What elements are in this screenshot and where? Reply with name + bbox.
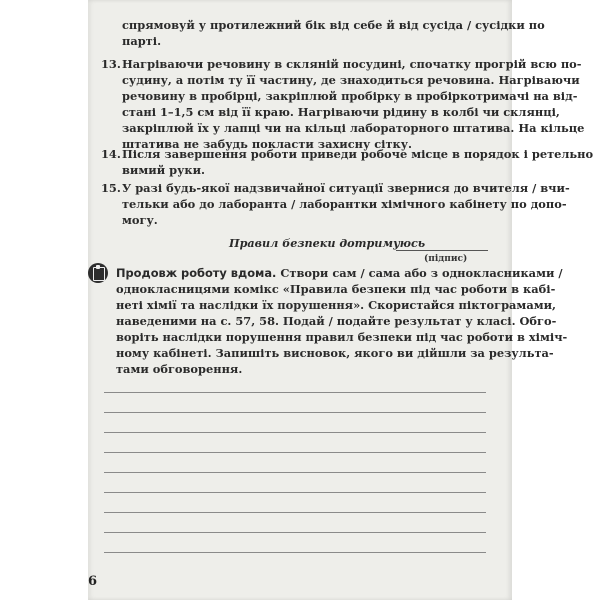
signature-caption: (підпис) [424, 254, 468, 264]
item-13-line-6: штатива не забудь покласти захисну сітку. [122, 137, 413, 151]
homework-line-4: наведеними на с. 57, 58. Подай / подайте результат у класі. Обго- [116, 314, 557, 328]
item-15-line-3: могу. [122, 213, 158, 227]
item-13-line-1: Нагріваючи речовину в скляній посудині, спочатку прогрій всю по- [122, 57, 582, 71]
homework-title: Продовж роботу вдома. [116, 266, 277, 280]
homework-line-5: воріть наслідки порушення правил безпеки під час роботи в хіміч- [116, 330, 568, 344]
item-15-number: 15. [101, 181, 121, 195]
item-14-number: 14. [101, 147, 121, 161]
writing-line [104, 532, 486, 533]
signature-label: Правил безпеки дотримуюсь [229, 236, 426, 250]
writing-line [104, 412, 486, 413]
page-number: 6 [88, 574, 98, 589]
item-continuation-line-1: спрямовуй у протилежний бік від себе й від сусіда / сусідки по [122, 18, 545, 32]
item-13-number: 13. [101, 57, 121, 71]
item-13-line-4: стані 1–1,5 см від її краю. Нагріваючи рідину в колбі чи склянці, [122, 105, 560, 119]
item-14-line-2: вимий руки. [122, 163, 206, 177]
item-13-line-2: судину, а потім ту її частину, де знаходиться речовина. Нагріваючи [122, 73, 580, 87]
writing-line [104, 392, 486, 393]
writing-line [104, 512, 486, 513]
writing-line [104, 472, 486, 473]
item-13-line-5: закріплюй їх у лапці чи на кільці лабораторного штатива. На кільце [122, 121, 585, 135]
homework-line-6: ному кабінеті. Запишіть висновок, якого ви дійшли за результа- [116, 346, 554, 360]
homework-line-1-rest: Створи сам / сама або з однокласниками / [276, 266, 563, 280]
homework-line-1 [116, 266, 563, 281]
writing-line [104, 492, 486, 493]
item-15-line-2: тельки або до лаборанта / лаборантки хімічного кабінету по допо- [122, 197, 567, 211]
homework-icon [88, 263, 108, 283]
homework-line-2: однокласницями комікс «Правила безпеки під час роботи в кабі- [116, 282, 556, 296]
item-continuation-line-2: парті. [122, 34, 162, 48]
writing-line [104, 552, 486, 553]
homework-line-7: тами обговорення. [116, 362, 243, 376]
signature-line [396, 250, 488, 251]
item-13-line-3: речовину в пробірці, закріплюй пробірку в пробіркотримачі на від- [122, 89, 578, 103]
writing-line [104, 452, 486, 453]
writing-line [104, 432, 486, 433]
item-15-line-1: У разі будь-якої надзвичайної ситуації звернися до вчителя / вчи- [122, 181, 570, 195]
homework-line-3: неті хімії та наслідки їх порушення». Скористайся піктограмами, [116, 298, 557, 312]
item-14-line-1: Після завершення роботи приведи робоче місце в порядок і ретельно [122, 147, 594, 161]
